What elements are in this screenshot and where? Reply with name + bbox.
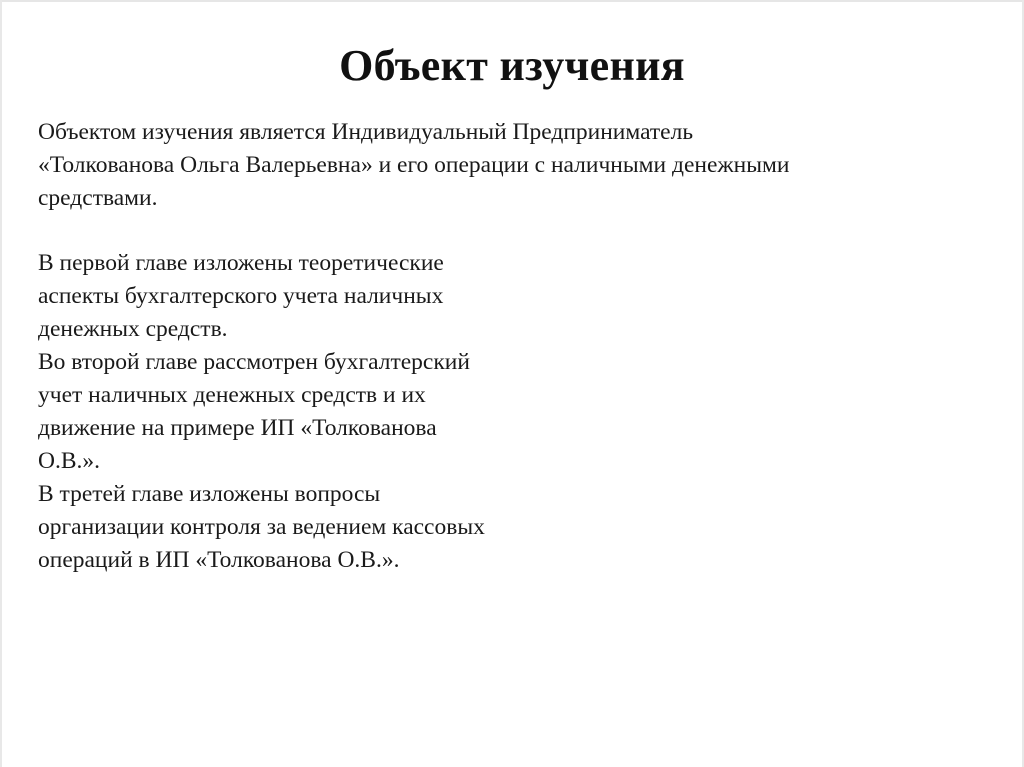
chapter-line: денежных средств.: [38, 316, 228, 342]
chapter-line: Во второй главе рассмотрен бухгалтерский: [38, 349, 470, 375]
chapters-paragraph: [38, 247, 658, 577]
chapter-line: движение на примере ИП «Толкованова: [38, 415, 437, 441]
chapter-line: аспекты бухгалтерского учета наличных: [38, 283, 444, 309]
intro-line: Объектом изучения является Индивидуальный Предприниматель: [38, 119, 694, 145]
chapter-line: операций в ИП «Толкованова О.В.».: [38, 547, 400, 573]
intro-line: средствами.: [38, 185, 158, 211]
intro-paragraph: [38, 116, 998, 215]
chapter-line: учет наличных денежных средств и их: [38, 382, 426, 408]
intro-line: «Толкованова Ольга Валерьевна» и его операции с наличными денежными: [38, 152, 790, 178]
chapter-line: В первой главе изложены теоретические: [38, 250, 444, 276]
chapter-line: организации контроля за ведением кассовых: [38, 514, 485, 540]
chapter-line: В третей главе изложены вопросы: [38, 481, 381, 507]
chapter-line: О.В.».: [38, 448, 101, 474]
slide-border-top: [0, 0, 1024, 2]
slide-border-left: [0, 0, 2, 767]
slide-title: Объект изучения: [339, 41, 685, 90]
